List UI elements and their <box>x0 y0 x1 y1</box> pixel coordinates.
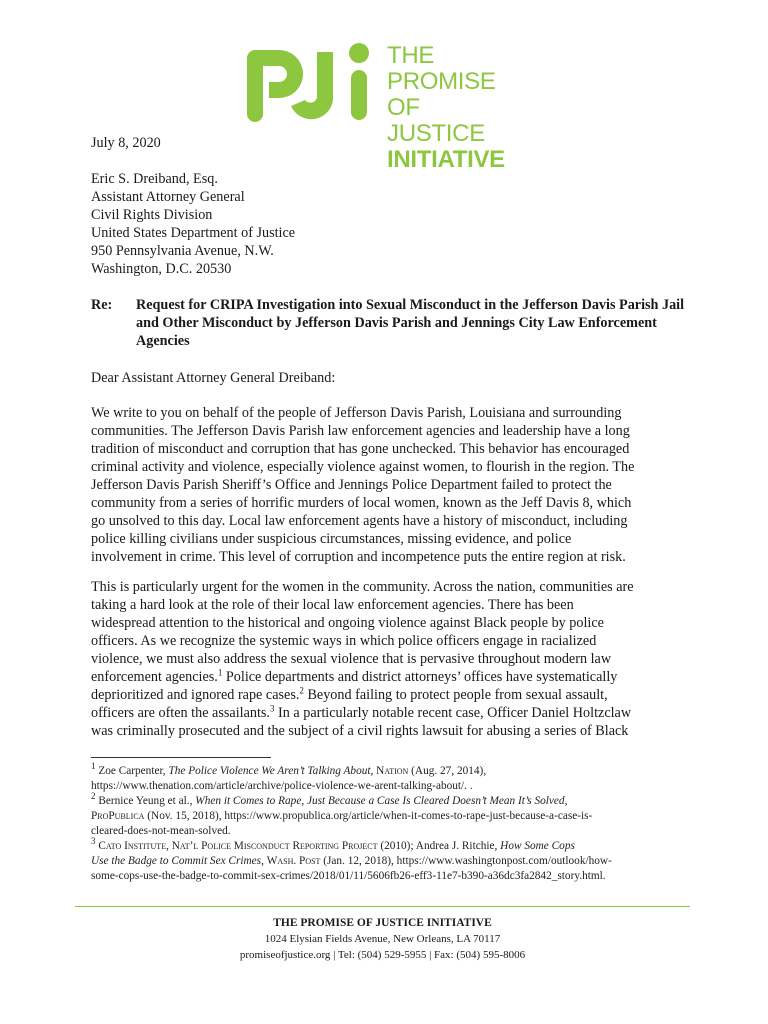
letter-date: July 8, 2020 <box>91 135 161 151</box>
address-line: 950 Pennsylvania Avenue, N.W. <box>91 243 274 259</box>
footnote-title: When it Comes to Rape, Just Because a Case Is Cleared Doesn’t Mean It’s Solved <box>195 795 565 807</box>
line-text: In a particularly notable recent case, Officer Daniel Holtzclaw <box>274 705 632 721</box>
footer-address: 1024 Elysian Fields Avenue, New Orleans, LA 70117 <box>264 933 501 945</box>
subject-text: Request for CRIPA Investigation into Sexual Misconduct in the Jefferson Davis Parish Jail and Other Misconduct by Jefferson Davis Parish and Jennings City Law Enforcement Agencies <box>136 297 685 349</box>
footnote-2 <box>91 791 691 839</box>
footnote-publication: Nation <box>376 765 409 777</box>
line-text: Police departments and district attorneys’ offices have systematically <box>222 669 618 685</box>
address-line: Washington, D.C. 20530 <box>91 261 232 277</box>
footnote-text: Bernice Yeung et al., <box>95 795 196 807</box>
paragraph-line: police killing civilians under suspicious circumstances, missing evidence, and police <box>91 531 572 547</box>
footnote-text: , <box>261 855 267 867</box>
footnote-number: 2 <box>91 791 96 802</box>
footnote-ref-1[interactable]: 1 <box>217 667 223 678</box>
salutation: Dear Assistant Attorney General Dreiband: <box>91 370 336 386</box>
paragraph-line: involvement in crime. This level of corruption and incompetence puts the entire region at risk. <box>91 549 626 565</box>
footnote-3 <box>91 836 691 884</box>
wordmark-line: THE PROMISE <box>387 42 496 95</box>
footnote-separator <box>91 757 271 758</box>
page-footer <box>75 915 690 963</box>
paragraph-line <box>91 704 691 722</box>
footnote-text: , <box>564 795 568 807</box>
paragraph-line: community from a series of horrific murders of local women, known as the Jeff Davis 8, which <box>91 495 632 511</box>
footnote-text: (Jan. 12, 2018), https://www.washingtonpost.com/outlook/how- <box>320 855 612 867</box>
paragraph-line: violence, we must also address the sexual violence that is pervasive throughout modern law <box>91 651 612 667</box>
footnote-publication: ProPublica <box>91 810 145 822</box>
address-line: United States Department of Justice <box>91 225 296 241</box>
pji-logo-mark-icon <box>247 40 377 122</box>
wordmark-line: OF JUSTICE <box>387 94 485 147</box>
footnote-title: Use the Badge to Commit Sex Crimes <box>91 855 262 867</box>
letterhead-logo <box>247 40 521 173</box>
footnote-publication: Wash. Post <box>266 855 321 867</box>
paragraph-line: Jefferson Davis Parish Sheriff’s Office and Jennings Police Department failed to protect the <box>91 477 612 493</box>
paragraph-line: criminal activity and violence, especially violence against women, to flourish in the region. The <box>91 459 635 475</box>
footnote-publication: Cato Institute, Nat’l Police Misconduct Reporting Project <box>98 840 378 852</box>
body-paragraph-1 <box>91 404 691 566</box>
footer-organization: THE PROMISE OF JUSTICE INITIATIVE <box>273 917 492 929</box>
footnote-line <box>91 836 691 854</box>
line-text: deprioritized and ignored rape cases. <box>91 687 300 703</box>
line-text: enforcement agencies. <box>91 669 218 685</box>
footnote-text: (2010); Andrea J. Ritchie, <box>377 840 501 852</box>
footnote-text: Zoe Carpenter, <box>95 765 169 777</box>
footnote-url[interactable]: (Nov. 15, 2018), https://www.propublica.org/article/when-it-comes-to-rape-just-because-a-case-is- <box>144 810 593 822</box>
address-line: Civil Rights Division <box>91 207 213 223</box>
footnote-text: , <box>370 765 377 777</box>
paragraph-line: was criminally prosecuted and the subject of a civil rights lawsuit for abusing a series of Black <box>91 723 629 739</box>
address-line: Eric S. Dreiband, Esq. <box>91 171 218 187</box>
footnote-ref-2[interactable]: 2 <box>299 685 304 696</box>
paragraph-line: taking a hard look at the role of their local law enforcement agencies. There has been <box>91 597 574 613</box>
footnotes <box>91 761 691 884</box>
line-text: Beyond failing to protect people from sexual assault, <box>303 687 608 703</box>
subject-label: Re: <box>91 297 113 313</box>
paragraph-line <box>91 668 691 686</box>
footnote-line <box>91 761 691 779</box>
body-paragraph-2 <box>91 578 691 740</box>
paragraph-line: This is particularly urgent for the women in the community. Across the nation, communities are <box>91 579 634 595</box>
address-line: Assistant Attorney General <box>91 189 245 205</box>
footnote-url[interactable]: https://www.thenation.com/article/archive/police-violence-we-arent-talking-about/. . <box>91 780 473 792</box>
footnote-line <box>91 854 691 869</box>
footnote-number: 1 <box>91 761 96 772</box>
footnote-line <box>91 809 691 824</box>
paragraph-line <box>91 686 691 704</box>
footnote-text: (Aug. 27, 2014), <box>408 765 487 777</box>
paragraph-line: officers. As we recognize the systemic ways in which police officers engage in racialized <box>91 633 597 649</box>
footnote-url[interactable]: some-cops-use-the-badge-to-commit-sex-crimes/2018/01/11/5606fb26-eff3-11e7-b390-a36dc3fa2842_story.html. <box>91 870 606 882</box>
footer-divider <box>75 906 690 907</box>
paragraph-line: communities. The Jefferson Davis Parish law enforcement agencies and leadership have a long <box>91 423 630 439</box>
wordmark-line: INITIATIVE <box>387 146 505 173</box>
footer-contact[interactable]: promiseofjustice.org | Tel: (504) 529-5955 | Fax: (504) 595-8006 <box>239 949 526 961</box>
footnote-number: 3 <box>91 836 96 847</box>
footnote-ref-3[interactable]: 3 <box>269 703 275 714</box>
organization-wordmark <box>387 43 521 173</box>
recipient-address <box>91 170 691 278</box>
footnote-1 <box>91 761 691 794</box>
footnote-line <box>91 791 691 809</box>
footnote-title: The Police Violence We Aren’t Talking About <box>168 765 371 777</box>
paragraph-line: go unsolved to this day. Local law enforcement agents have a history of misconduct, including <box>91 513 628 529</box>
paragraph-line: We write to you on behalf of the people of Jefferson Davis Parish, Louisiana and surrounding <box>91 405 622 421</box>
paragraph-line: widespread attention to the historical and ongoing violence against Black people by police <box>91 615 604 631</box>
line-text: officers are often the assailants. <box>91 705 270 721</box>
footnote-url[interactable]: cleared-does-not-mean-solved. <box>91 825 231 837</box>
paragraph-line: tradition of misconduct and corruption that has gone unchecked. This behavior has encouraged <box>91 441 630 457</box>
footnote-title: How Some Cops <box>500 840 575 852</box>
